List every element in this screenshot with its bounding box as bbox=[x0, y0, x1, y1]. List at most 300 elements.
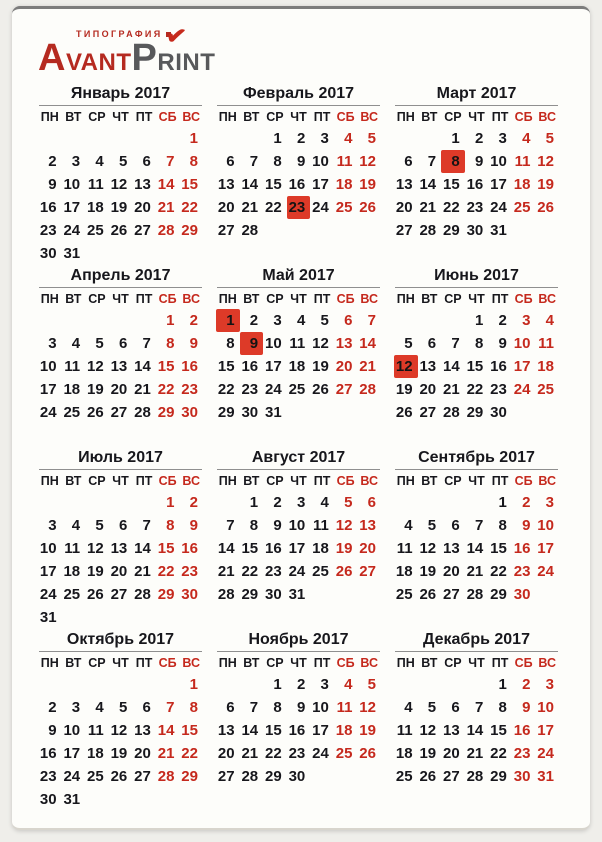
day-cell: 30 bbox=[490, 404, 507, 421]
weekday-label: ВС bbox=[182, 292, 200, 306]
weekday-label: ПН bbox=[396, 110, 415, 124]
empty-day-cell bbox=[38, 491, 62, 514]
day-cell: 17 bbox=[39, 381, 57, 398]
day-cell: 6 bbox=[344, 312, 353, 329]
day-cell: 12 bbox=[312, 335, 329, 352]
weekday-label: ПТ bbox=[313, 110, 331, 124]
day-cell: 25 bbox=[288, 381, 306, 398]
weekday-label: ПН bbox=[218, 110, 237, 124]
day-cell: 4 bbox=[522, 130, 531, 147]
day-cell: 14 bbox=[157, 722, 175, 739]
weekday-label: СР bbox=[88, 292, 106, 306]
day-cell: 5 bbox=[367, 676, 376, 693]
day-cell: 14 bbox=[241, 722, 259, 739]
day-cell: 27 bbox=[395, 222, 413, 239]
empty-day-cell bbox=[38, 127, 62, 150]
day-cell: 22 bbox=[265, 745, 282, 762]
weekday-label: ВТ bbox=[243, 292, 260, 306]
month-divider bbox=[217, 105, 380, 106]
day-cell: 15 bbox=[443, 176, 460, 193]
day-cell: 11 bbox=[514, 153, 531, 170]
day-cell: 1 bbox=[249, 494, 259, 511]
day-cell: 12 bbox=[110, 176, 128, 193]
day-cell: 28 bbox=[134, 586, 151, 603]
day-cell: 18 bbox=[63, 381, 81, 398]
day-cell: 7 bbox=[451, 335, 460, 352]
day-cell: 20 bbox=[359, 540, 376, 557]
empty-day-cell bbox=[62, 127, 86, 150]
weekday-label: СБ bbox=[514, 656, 533, 670]
day-cell: 19 bbox=[110, 745, 128, 762]
day-cell: 12 bbox=[359, 153, 376, 170]
day-cell: 24 bbox=[39, 586, 57, 603]
weekday-label: ПТ bbox=[491, 474, 509, 488]
day-cell: 3 bbox=[498, 130, 507, 147]
day-cell: 16 bbox=[490, 358, 507, 375]
month-divider bbox=[395, 105, 558, 106]
day-cell: 8 bbox=[474, 335, 484, 352]
day-cell: 4 bbox=[404, 517, 413, 534]
weekday-label: ПТ bbox=[135, 474, 153, 488]
day-cell: 22 bbox=[490, 563, 507, 580]
day-cell: 23 bbox=[466, 199, 484, 216]
empty-day-cell bbox=[441, 491, 465, 514]
day-cell: 9 bbox=[48, 722, 57, 739]
day-cell: 5 bbox=[344, 494, 353, 511]
day-grid bbox=[216, 491, 381, 606]
empty-day-cell bbox=[132, 491, 156, 514]
logo-word-print: PRINT ✔ bbox=[131, 21, 216, 79]
calendar-card bbox=[12, 6, 590, 830]
month-divider bbox=[395, 469, 558, 470]
day-cell: 25 bbox=[335, 745, 353, 762]
day-cell: 30 bbox=[513, 586, 531, 603]
day-cell: 14 bbox=[157, 176, 175, 193]
month-title: Январь 2017 bbox=[70, 85, 171, 102]
day-cell: 6 bbox=[367, 494, 376, 511]
weekday-label: ПН bbox=[218, 474, 237, 488]
day-cell: 16 bbox=[288, 176, 306, 193]
day-grid bbox=[38, 673, 203, 811]
day-cell: 26 bbox=[395, 404, 413, 421]
weekday-label: ВС bbox=[538, 110, 556, 124]
weekday-label: СР bbox=[266, 656, 284, 670]
day-cell: 8 bbox=[273, 699, 282, 716]
day-cell: 7 bbox=[427, 153, 437, 170]
day-cell: 5 bbox=[427, 517, 437, 534]
day-cell: 18 bbox=[312, 540, 329, 557]
day-grid bbox=[216, 673, 381, 788]
day-cell: 6 bbox=[451, 517, 460, 534]
month-title: Февраль 2017 bbox=[242, 85, 355, 102]
day-cell: 29 bbox=[157, 586, 175, 603]
month-block bbox=[216, 447, 381, 628]
weekday-label: ВТ bbox=[421, 292, 438, 306]
weekday-row bbox=[394, 471, 559, 491]
day-cell: 30 bbox=[466, 222, 484, 239]
day-cell: 4 bbox=[296, 312, 306, 329]
weekday-label: ЧТ bbox=[112, 474, 129, 488]
day-cell: 25 bbox=[395, 586, 413, 603]
logo-tagline: ТИПОГРАФИЯ bbox=[76, 29, 171, 39]
day-cell: 27 bbox=[419, 404, 437, 421]
day-cell: 7 bbox=[166, 699, 175, 716]
weekday-row bbox=[394, 107, 559, 127]
day-cell: 5 bbox=[95, 517, 104, 534]
day-cell: 29 bbox=[443, 222, 460, 239]
day-cell: 25 bbox=[537, 381, 554, 398]
day-cell: 9 bbox=[189, 517, 198, 534]
day-cell: 11 bbox=[64, 358, 81, 375]
day-cell: 10 bbox=[288, 517, 306, 534]
day-cell: 25 bbox=[312, 563, 329, 580]
day-cell: 24 bbox=[63, 768, 81, 785]
empty-day-cell bbox=[418, 127, 442, 150]
day-cell: 18 bbox=[63, 563, 81, 580]
day-cell: 1 bbox=[273, 676, 282, 693]
day-cell: 17 bbox=[312, 176, 329, 193]
day-cell: 24 bbox=[288, 563, 306, 580]
day-cell: 27 bbox=[134, 768, 151, 785]
day-cell: 3 bbox=[320, 130, 329, 147]
day-grid bbox=[38, 491, 203, 629]
weekday-row bbox=[38, 289, 203, 309]
day-cell: 2 bbox=[498, 312, 507, 329]
weekday-label: ВТ bbox=[421, 110, 438, 124]
weekday-label: ПТ bbox=[491, 292, 509, 306]
weekday-label: ЧТ bbox=[290, 474, 307, 488]
day-cell: 18 bbox=[87, 745, 104, 762]
day-cell: 2 bbox=[296, 130, 306, 147]
weekday-label: СБ bbox=[158, 292, 177, 306]
day-cell: 5 bbox=[95, 335, 104, 352]
day-cell: 10 bbox=[490, 153, 507, 170]
day-cell: 9 bbox=[296, 699, 306, 716]
day-cell: 10 bbox=[312, 699, 329, 716]
day-cell: 11 bbox=[87, 176, 104, 193]
day-cell: 22 bbox=[265, 199, 282, 216]
day-cell: 22 bbox=[157, 381, 175, 398]
day-cell: 6 bbox=[404, 153, 413, 170]
day-cell: 7 bbox=[367, 312, 376, 329]
day-cell: 14 bbox=[359, 335, 376, 352]
day-cell: 7 bbox=[474, 517, 484, 534]
day-cell: 18 bbox=[335, 722, 353, 739]
day-cell: 4 bbox=[71, 335, 81, 352]
day-cell: 12 bbox=[335, 517, 353, 534]
month-title: Декабрь 2017 bbox=[423, 631, 530, 648]
day-cell: 22 bbox=[241, 563, 259, 580]
empty-day-cell bbox=[441, 673, 465, 696]
day-cell: 9 bbox=[240, 332, 264, 355]
weekday-label: ЧТ bbox=[290, 656, 307, 670]
month-divider bbox=[395, 287, 558, 288]
day-cell: 17 bbox=[537, 540, 554, 557]
logo bbox=[38, 21, 268, 79]
day-cell: 15 bbox=[181, 722, 198, 739]
empty-day-cell bbox=[38, 309, 62, 332]
empty-day-cell bbox=[418, 309, 442, 332]
day-cell: 6 bbox=[142, 699, 151, 716]
day-cell: 8 bbox=[226, 335, 235, 352]
day-cell: 1 bbox=[166, 494, 175, 511]
empty-day-cell bbox=[38, 673, 62, 696]
day-cell: 19 bbox=[87, 381, 104, 398]
day-cell: 29 bbox=[157, 404, 175, 421]
weekday-row bbox=[38, 107, 203, 127]
day-cell: 3 bbox=[71, 153, 81, 170]
weekday-label: ВТ bbox=[65, 474, 82, 488]
day-cell: 1 bbox=[474, 312, 484, 329]
day-cell: 31 bbox=[537, 768, 554, 785]
day-cell: 24 bbox=[537, 745, 554, 762]
day-cell: 18 bbox=[87, 199, 104, 216]
day-cell: 18 bbox=[513, 176, 531, 193]
day-cell: 16 bbox=[466, 176, 484, 193]
day-cell: 14 bbox=[443, 358, 460, 375]
month-title: Июль 2017 bbox=[78, 449, 163, 466]
day-cell: 11 bbox=[312, 517, 329, 534]
day-cell: 21 bbox=[134, 381, 151, 398]
day-cell: 26 bbox=[87, 586, 104, 603]
day-cell: 13 bbox=[110, 358, 128, 375]
weekday-label: ВТ bbox=[421, 656, 438, 670]
empty-day-cell bbox=[62, 673, 86, 696]
day-cell: 8 bbox=[189, 153, 198, 170]
day-cell: 9 bbox=[522, 699, 531, 716]
day-cell: 21 bbox=[241, 745, 259, 762]
month-block bbox=[394, 83, 559, 264]
weekday-label: ПН bbox=[396, 474, 415, 488]
day-cell: 16 bbox=[181, 540, 198, 557]
weekday-row bbox=[216, 289, 381, 309]
day-cell: 2 bbox=[48, 153, 57, 170]
day-cell: 15 bbox=[157, 358, 175, 375]
day-cell: 16 bbox=[513, 722, 531, 739]
day-cell: 7 bbox=[249, 153, 259, 170]
empty-day-cell bbox=[85, 673, 109, 696]
day-cell: 28 bbox=[241, 768, 259, 785]
day-cell: 26 bbox=[419, 768, 437, 785]
weekday-row bbox=[394, 289, 559, 309]
day-cell: 15 bbox=[181, 176, 198, 193]
day-cell: 21 bbox=[466, 745, 484, 762]
weekday-row bbox=[394, 653, 559, 673]
day-cell: 10 bbox=[537, 517, 554, 534]
day-cell: 20 bbox=[134, 199, 151, 216]
day-cell: 14 bbox=[419, 176, 437, 193]
weekday-label: СБ bbox=[336, 292, 355, 306]
empty-day-cell bbox=[109, 673, 133, 696]
day-cell: 2 bbox=[522, 676, 531, 693]
month-divider bbox=[217, 651, 380, 652]
day-cell: 24 bbox=[490, 199, 507, 216]
weekday-label: ВС bbox=[182, 110, 200, 124]
weekday-label: ЧТ bbox=[468, 292, 485, 306]
day-cell: 25 bbox=[63, 404, 81, 421]
day-cell: 24 bbox=[513, 381, 531, 398]
day-grid bbox=[394, 491, 559, 606]
day-cell: 24 bbox=[312, 745, 329, 762]
day-cell: 22 bbox=[181, 199, 198, 216]
day-cell: 13 bbox=[395, 176, 413, 193]
day-cell: 28 bbox=[134, 404, 151, 421]
day-cell: 29 bbox=[490, 768, 507, 785]
day-cell: 30 bbox=[39, 791, 57, 808]
day-cell: 29 bbox=[181, 222, 198, 239]
weekday-label: ПН bbox=[218, 656, 237, 670]
day-cell: 1 bbox=[189, 676, 198, 693]
day-cell: 5 bbox=[427, 699, 437, 716]
day-cell: 19 bbox=[537, 176, 554, 193]
weekday-label: ПТ bbox=[313, 656, 331, 670]
day-cell: 2 bbox=[522, 494, 531, 511]
day-cell: 12 bbox=[394, 355, 418, 378]
day-cell: 27 bbox=[335, 381, 353, 398]
day-cell: 9 bbox=[474, 153, 484, 170]
day-cell: 6 bbox=[451, 699, 460, 716]
month-divider bbox=[39, 287, 202, 288]
day-cell: 23 bbox=[513, 745, 531, 762]
day-cell: 13 bbox=[134, 722, 151, 739]
day-grid bbox=[394, 673, 559, 788]
day-cell: 17 bbox=[39, 563, 57, 580]
weekday-label: ПН bbox=[218, 292, 237, 306]
day-cell: 3 bbox=[545, 676, 554, 693]
day-cell: 9 bbox=[189, 335, 198, 352]
empty-day-cell bbox=[132, 673, 156, 696]
day-cell: 30 bbox=[181, 404, 198, 421]
day-cell: 11 bbox=[336, 153, 353, 170]
month-block bbox=[394, 447, 559, 628]
day-cell: 11 bbox=[396, 540, 413, 557]
day-cell: 19 bbox=[419, 745, 437, 762]
day-cell: 5 bbox=[320, 312, 329, 329]
day-cell: 17 bbox=[513, 358, 531, 375]
day-cell: 26 bbox=[419, 586, 437, 603]
day-cell: 18 bbox=[395, 563, 413, 580]
day-cell: 25 bbox=[87, 222, 104, 239]
weekday-label: ВС bbox=[182, 656, 200, 670]
day-cell: 8 bbox=[166, 517, 175, 534]
weekday-label: СБ bbox=[158, 110, 177, 124]
day-cell: 29 bbox=[490, 586, 507, 603]
day-cell: 25 bbox=[513, 199, 531, 216]
month-title: Июнь 2017 bbox=[434, 267, 519, 284]
day-cell: 13 bbox=[217, 176, 235, 193]
day-cell: 4 bbox=[71, 517, 81, 534]
day-cell: 11 bbox=[336, 699, 353, 716]
month-title: Март 2017 bbox=[436, 85, 517, 102]
day-cell: 28 bbox=[466, 586, 484, 603]
day-cell: 10 bbox=[265, 335, 282, 352]
empty-day-cell bbox=[132, 309, 156, 332]
day-cell: 8 bbox=[273, 153, 282, 170]
day-cell: 5 bbox=[118, 699, 128, 716]
day-cell: 28 bbox=[157, 768, 175, 785]
weekday-label: СР bbox=[266, 474, 284, 488]
day-cell: 2 bbox=[474, 130, 484, 147]
day-cell: 19 bbox=[110, 199, 128, 216]
weekday-label: ПН bbox=[396, 656, 415, 670]
day-cell: 4 bbox=[320, 494, 329, 511]
weekday-label: ВТ bbox=[65, 656, 82, 670]
day-cell: 13 bbox=[419, 358, 437, 375]
day-cell: 15 bbox=[241, 540, 259, 557]
weekday-label: ЧТ bbox=[290, 292, 307, 306]
weekday-label: ПН bbox=[40, 656, 59, 670]
day-cell: 11 bbox=[396, 722, 413, 739]
day-grid bbox=[216, 127, 381, 242]
day-cell: 24 bbox=[537, 563, 554, 580]
month-block bbox=[216, 265, 381, 446]
month-title: Сентябрь 2017 bbox=[418, 449, 535, 466]
weekday-label: СР bbox=[88, 110, 106, 124]
empty-day-cell bbox=[85, 127, 109, 150]
day-cell: 10 bbox=[513, 335, 531, 352]
empty-day-cell bbox=[62, 309, 86, 332]
day-cell: 3 bbox=[320, 676, 329, 693]
month-title: Ноябрь 2017 bbox=[248, 631, 349, 648]
day-cell: 20 bbox=[217, 745, 235, 762]
weekday-label: СР bbox=[266, 292, 284, 306]
day-cell: 24 bbox=[63, 222, 81, 239]
day-cell: 16 bbox=[241, 358, 259, 375]
day-cell: 24 bbox=[265, 381, 282, 398]
weekday-row bbox=[38, 471, 203, 491]
empty-day-cell bbox=[394, 309, 418, 332]
day-cell: 27 bbox=[359, 563, 376, 580]
weekday-label: СР bbox=[266, 110, 284, 124]
empty-day-cell bbox=[240, 673, 264, 696]
day-cell: 30 bbox=[513, 768, 531, 785]
weekday-label: СБ bbox=[336, 656, 355, 670]
day-cell: 3 bbox=[296, 494, 306, 511]
day-cell: 26 bbox=[359, 199, 376, 216]
weekday-label: ВТ bbox=[243, 110, 260, 124]
empty-day-cell bbox=[156, 127, 180, 150]
weekday-label: ЧТ bbox=[112, 292, 129, 306]
day-cell: 3 bbox=[48, 335, 57, 352]
weekday-label: СР bbox=[444, 110, 462, 124]
day-cell: 28 bbox=[419, 222, 437, 239]
weekday-label: ПН bbox=[40, 474, 59, 488]
day-cell: 25 bbox=[63, 586, 81, 603]
day-cell: 14 bbox=[134, 540, 151, 557]
empty-day-cell bbox=[109, 491, 133, 514]
empty-day-cell bbox=[216, 491, 240, 514]
day-cell: 31 bbox=[490, 222, 507, 239]
day-cell: 15 bbox=[265, 176, 282, 193]
day-cell: 7 bbox=[142, 335, 151, 352]
day-cell: 10 bbox=[39, 358, 57, 375]
weekday-label: ЧТ bbox=[468, 110, 485, 124]
weekday-label: ЧТ bbox=[468, 656, 485, 670]
month-title: Август 2017 bbox=[251, 449, 346, 466]
weekday-label: ПТ bbox=[313, 292, 331, 306]
day-cell: 15 bbox=[466, 358, 484, 375]
day-cell: 4 bbox=[404, 699, 413, 716]
empty-day-cell bbox=[465, 673, 489, 696]
day-cell: 31 bbox=[265, 404, 282, 421]
day-cell: 4 bbox=[344, 130, 353, 147]
day-cell: 11 bbox=[538, 335, 554, 352]
weekday-label: ВС bbox=[360, 110, 378, 124]
day-cell: 7 bbox=[142, 517, 151, 534]
day-cell: 9 bbox=[273, 517, 282, 534]
day-cell: 27 bbox=[134, 222, 151, 239]
day-cell: 6 bbox=[226, 153, 235, 170]
